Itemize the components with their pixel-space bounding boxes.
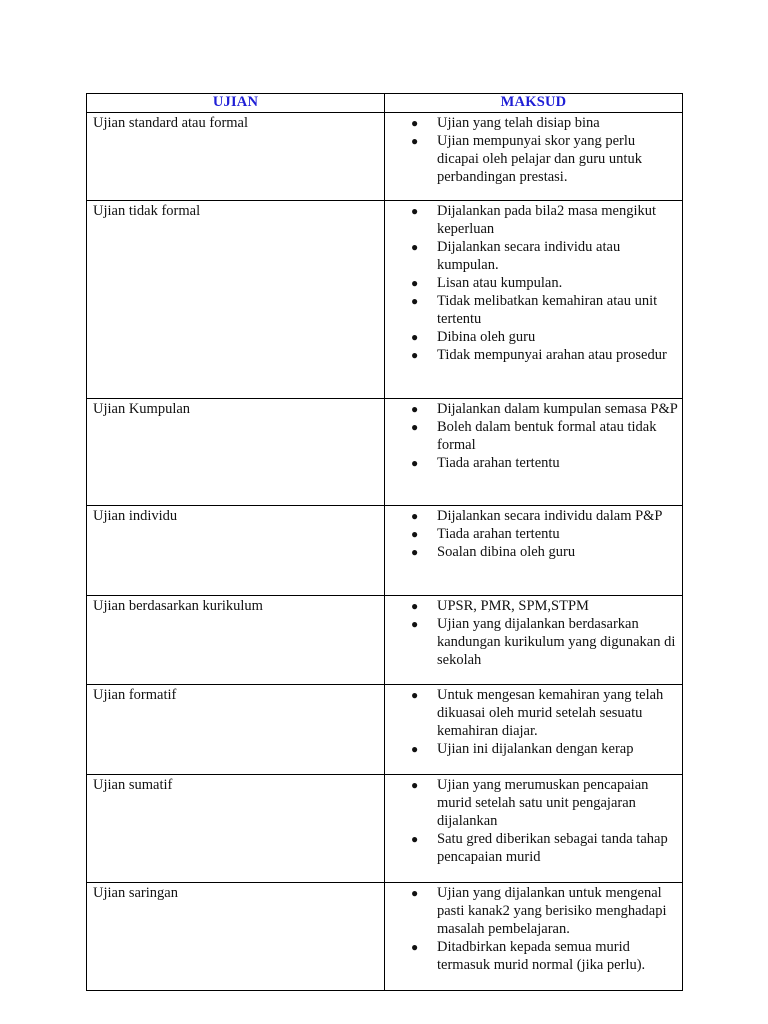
list-item bbox=[385, 274, 678, 292]
header-maksud: MAKSUD bbox=[385, 94, 683, 113]
list-item bbox=[385, 238, 678, 274]
list-item bbox=[385, 543, 678, 561]
list-item-text: Ditadbirkan kepada semua murid termasuk murid normal (jika perlu). bbox=[437, 939, 646, 973]
ujian-cell: Ujian saringan bbox=[87, 883, 385, 991]
list-item-text: Soalan dibina oleh guru bbox=[437, 544, 576, 560]
maksud-cell bbox=[385, 399, 683, 506]
maksud-list bbox=[385, 202, 678, 364]
list-item-text: Lisan atau kumpulan. bbox=[437, 275, 563, 291]
maksud-cell bbox=[385, 201, 683, 399]
maksud-cell bbox=[385, 883, 683, 991]
table-row bbox=[87, 399, 683, 506]
ujian-cell: Ujian standard atau formal bbox=[87, 113, 385, 201]
list-item bbox=[385, 132, 678, 186]
list-item-text: Tiada arahan tertentu bbox=[437, 455, 560, 471]
ujian-cell: Ujian sumatif bbox=[87, 775, 385, 883]
list-item bbox=[385, 776, 678, 830]
table-row bbox=[87, 685, 683, 775]
bullet-icon: ● bbox=[411, 402, 419, 416]
list-item bbox=[385, 507, 678, 525]
bullet-icon: ● bbox=[411, 276, 419, 290]
maksud-list bbox=[385, 114, 678, 186]
list-item bbox=[385, 114, 678, 132]
list-item-text: Tidak mempunyai arahan atau prosedur bbox=[437, 347, 667, 363]
bullet-icon: ● bbox=[411, 348, 419, 362]
bullet-icon: ● bbox=[411, 617, 419, 631]
list-item bbox=[385, 418, 678, 454]
list-item-text: Untuk mengesan kemahiran yang telah dikuasai oleh murid setelah sesuatu kemahiran diajar. bbox=[437, 687, 664, 739]
ujian-cell: Ujian Kumpulan bbox=[87, 399, 385, 506]
list-item bbox=[385, 597, 678, 615]
maksud-cell bbox=[385, 775, 683, 883]
table-row bbox=[87, 775, 683, 883]
bullet-icon: ● bbox=[411, 420, 419, 434]
maksud-list bbox=[385, 597, 678, 669]
list-item bbox=[385, 884, 678, 938]
header-ujian: UJIAN bbox=[87, 94, 385, 113]
list-item-text: Dijalankan pada bila2 masa mengikut keperluan bbox=[437, 203, 657, 237]
bullet-icon: ● bbox=[411, 599, 419, 613]
list-item bbox=[385, 830, 678, 866]
bullet-icon: ● bbox=[411, 527, 419, 541]
list-item bbox=[385, 202, 678, 238]
list-item-text: Ujian yang merumuskan pencapaian murid setelah satu unit pengajaran dijalankan bbox=[437, 777, 649, 829]
ujian-table bbox=[86, 93, 683, 991]
table-row bbox=[87, 506, 683, 596]
bullet-icon: ● bbox=[411, 240, 419, 254]
list-item-text: Satu gred diberikan sebagai tanda tahap pencapaian murid bbox=[437, 831, 668, 865]
maksud-cell bbox=[385, 506, 683, 596]
list-item-text: Dibina oleh guru bbox=[437, 329, 536, 345]
list-item bbox=[385, 615, 678, 669]
list-item bbox=[385, 328, 678, 346]
list-item-text: Ujian yang dijalankan untuk mengenal pasti kanak2 yang berisiko menghadapi masalah pembelajaran. bbox=[437, 885, 667, 937]
list-item-text: Tidak melibatkan kemahiran atau unit tertentu bbox=[437, 293, 658, 327]
bullet-icon: ● bbox=[411, 742, 419, 756]
list-item-text: Dijalankan secara individu dalam P&P bbox=[437, 508, 663, 524]
list-item bbox=[385, 454, 678, 472]
maksud-list bbox=[385, 400, 678, 472]
maksud-list bbox=[385, 776, 678, 866]
table-row bbox=[87, 883, 683, 991]
header-row bbox=[87, 94, 683, 113]
bullet-icon: ● bbox=[411, 509, 419, 523]
bullet-icon: ● bbox=[411, 545, 419, 559]
table-row bbox=[87, 596, 683, 685]
list-item bbox=[385, 346, 678, 364]
ujian-cell: Ujian individu bbox=[87, 506, 385, 596]
maksud-list bbox=[385, 884, 678, 974]
maksud-list bbox=[385, 507, 678, 561]
list-item bbox=[385, 938, 678, 974]
list-item-text: Tiada arahan tertentu bbox=[437, 526, 560, 542]
list-item-text: Ujian mempunyai skor yang perlu dicapai oleh pelajar dan guru untuk perbandingan prestasi. bbox=[437, 133, 642, 185]
bullet-icon: ● bbox=[411, 294, 419, 308]
maksud-list bbox=[385, 686, 678, 758]
maksud-cell bbox=[385, 596, 683, 685]
list-item-text: Ujian ini dijalankan dengan kerap bbox=[437, 741, 634, 757]
table-row bbox=[87, 201, 683, 399]
bullet-icon: ● bbox=[411, 886, 419, 900]
bullet-icon: ● bbox=[411, 688, 419, 702]
bullet-icon: ● bbox=[411, 832, 419, 846]
ujian-cell: Ujian berdasarkan kurikulum bbox=[87, 596, 385, 685]
list-item-text: Ujian yang dijalankan berdasarkan kandungan kurikulum yang digunakan di sekolah bbox=[437, 616, 676, 668]
bullet-icon: ● bbox=[411, 204, 419, 218]
list-item-text: Ujian yang telah disiap bina bbox=[437, 115, 600, 131]
table-body bbox=[87, 113, 683, 991]
list-item bbox=[385, 525, 678, 543]
bullet-icon: ● bbox=[411, 116, 419, 130]
maksud-cell bbox=[385, 113, 683, 201]
bullet-icon: ● bbox=[411, 456, 419, 470]
list-item bbox=[385, 740, 678, 758]
list-item-text: UPSR, PMR, SPM,STPM bbox=[437, 598, 589, 614]
bullet-icon: ● bbox=[411, 134, 419, 148]
list-item-text: Dijalankan dalam kumpulan semasa P&P bbox=[437, 401, 678, 417]
bullet-icon: ● bbox=[411, 330, 419, 344]
list-item-text: Dijalankan secara individu atau kumpulan. bbox=[437, 239, 621, 273]
ujian-cell: Ujian formatif bbox=[87, 685, 385, 775]
maksud-cell bbox=[385, 685, 683, 775]
table-row bbox=[87, 113, 683, 201]
bullet-icon: ● bbox=[411, 940, 419, 954]
list-item bbox=[385, 686, 678, 740]
list-item bbox=[385, 292, 678, 328]
ujian-cell: Ujian tidak formal bbox=[87, 201, 385, 399]
bullet-icon: ● bbox=[411, 778, 419, 792]
list-item-text: Boleh dalam bentuk formal atau tidak formal bbox=[437, 419, 657, 453]
list-item bbox=[385, 400, 678, 418]
